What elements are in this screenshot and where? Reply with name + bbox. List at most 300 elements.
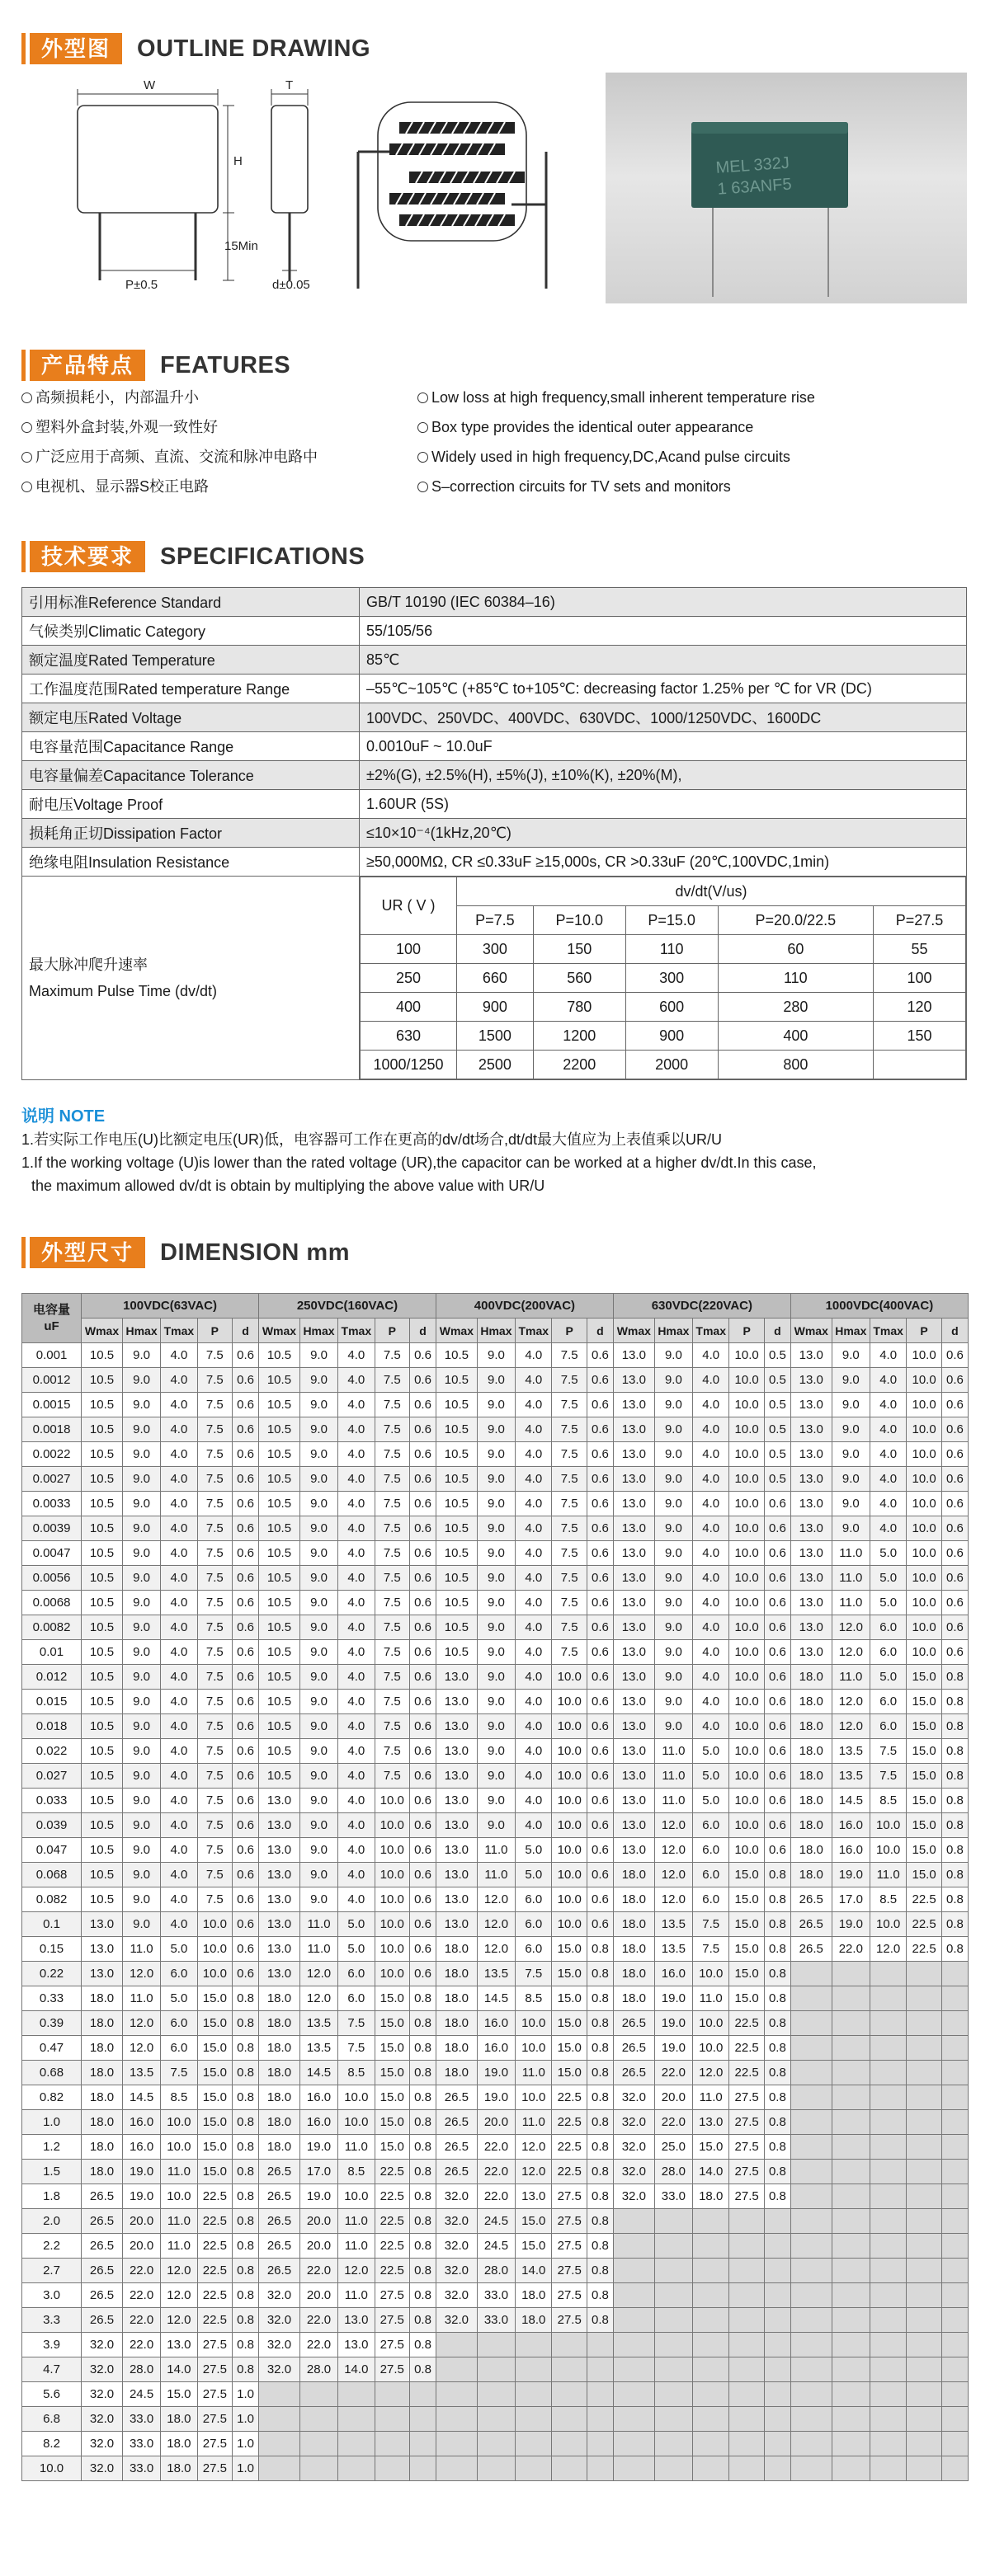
dimension-cell bbox=[375, 2432, 410, 2456]
dimension-cell: 8.5 bbox=[870, 1887, 906, 1912]
dimension-cell bbox=[907, 2259, 942, 2283]
dimension-cell: 22.5 bbox=[552, 2135, 587, 2160]
dimension-cell: 13.0 bbox=[613, 1541, 654, 1566]
dimension-cell: 18.0 bbox=[613, 1986, 654, 2011]
dimension-cell: 9.0 bbox=[299, 1343, 337, 1368]
dimension-cell: 11.0 bbox=[516, 2061, 552, 2085]
dimension-cell: 13.5 bbox=[299, 2011, 337, 2036]
capacitance-cell: 10.0 bbox=[22, 2456, 82, 2481]
dimension-cell: 10.5 bbox=[436, 1492, 477, 1516]
dimension-cell: 4.0 bbox=[161, 1714, 197, 1739]
dimension-cell bbox=[587, 2407, 613, 2432]
dimension-cell: 0.6 bbox=[941, 1541, 968, 1566]
dimension-cell: 13.0 bbox=[259, 1838, 300, 1863]
dimension-cell: 13.0 bbox=[613, 1789, 654, 1813]
dimension-cell: 4.0 bbox=[516, 1566, 552, 1591]
dimension-cell: 4.0 bbox=[161, 1764, 197, 1789]
dimension-cell: 0.6 bbox=[410, 1442, 436, 1467]
dimension-cell: 0.8 bbox=[233, 2011, 259, 2036]
dimension-cell: 11.0 bbox=[477, 1838, 515, 1863]
dimension-cell: 13.0 bbox=[613, 1417, 654, 1442]
dimension-cell: 18.0 bbox=[436, 1986, 477, 2011]
dimension-cell bbox=[870, 1962, 906, 1986]
dimension-cell: 0.6 bbox=[410, 1417, 436, 1442]
dimension-cell: 32.0 bbox=[613, 2160, 654, 2184]
dimension-cell: 10.5 bbox=[259, 1467, 300, 1492]
dimension-cell: 4.0 bbox=[338, 1764, 375, 1789]
dimension-cell: 13.5 bbox=[832, 1739, 870, 1764]
dimension-cell: 28.0 bbox=[477, 2259, 515, 2283]
dimension-cell: 19.0 bbox=[654, 1986, 692, 2011]
sub-col-header: P bbox=[907, 1319, 942, 1343]
dimension-cell: 10.0 bbox=[729, 1789, 765, 1813]
dimension-cell bbox=[552, 2456, 587, 2481]
dimension-cell bbox=[832, 2011, 870, 2036]
dimension-cell: 5.0 bbox=[161, 1937, 197, 1962]
dimension-cell: 13.0 bbox=[436, 1714, 477, 1739]
dimension-cell: 4.0 bbox=[516, 1343, 552, 1368]
dimension-cell: 0.6 bbox=[410, 1937, 436, 1962]
dimension-cell bbox=[410, 2382, 436, 2407]
pitch-header: P=27.5 bbox=[874, 906, 966, 935]
dimension-cell: 9.0 bbox=[654, 1442, 692, 1467]
dimension-cell bbox=[790, 2184, 832, 2209]
dimension-cell: 10.0 bbox=[729, 1417, 765, 1442]
dimension-cell: 10.5 bbox=[259, 1492, 300, 1516]
sub-col-header: Hmax bbox=[832, 1319, 870, 1343]
dimension-cell bbox=[907, 2234, 942, 2259]
dimension-cell: 10.0 bbox=[552, 1912, 587, 1937]
dimension-cell: 10.5 bbox=[436, 1417, 477, 1442]
dimension-cell: 7.5 bbox=[375, 1442, 410, 1467]
dimension-cell: 13.0 bbox=[613, 1640, 654, 1665]
feature-cn-1: 高频损耗小，内部温升小 bbox=[21, 389, 199, 406]
dimension-cell: 13.0 bbox=[790, 1640, 832, 1665]
dimension-cell: 0.8 bbox=[764, 2011, 790, 2036]
dimension-cell bbox=[693, 2259, 729, 2283]
dimension-cell: 10.0 bbox=[693, 2011, 729, 2036]
dimension-cell: 4.0 bbox=[516, 1640, 552, 1665]
dimension-cell: 9.0 bbox=[299, 1467, 337, 1492]
dimension-cell: 0.6 bbox=[587, 1467, 613, 1492]
dimension-cell: 15.0 bbox=[161, 2382, 197, 2407]
dimension-cell: 7.5 bbox=[375, 1764, 410, 1789]
dvdt-header: dv/dt(V/us) bbox=[457, 877, 966, 906]
dimension-cell bbox=[477, 2432, 515, 2456]
dimension-cell: 0.6 bbox=[587, 1764, 613, 1789]
dimension-cell bbox=[375, 2407, 410, 2432]
dimension-cell: 13.0 bbox=[259, 1912, 300, 1937]
dimension-cell bbox=[375, 2456, 410, 2481]
dimension-cell: 10.0 bbox=[870, 1912, 906, 1937]
dimension-cell: 10.0 bbox=[161, 2135, 197, 2160]
dimension-row bbox=[22, 2407, 969, 2432]
dimension-row bbox=[22, 2011, 969, 2036]
dimension-cell bbox=[790, 2209, 832, 2234]
dimension-cell: 4.0 bbox=[516, 1492, 552, 1516]
dimension-cell: 9.0 bbox=[122, 1442, 160, 1467]
dimension-cell: 10.0 bbox=[375, 1789, 410, 1813]
dimension-cell: 0.8 bbox=[410, 2110, 436, 2135]
dimension-cell: 0.8 bbox=[764, 1962, 790, 1986]
dimension-cell bbox=[832, 2234, 870, 2259]
dimension-cell: 17.0 bbox=[299, 2160, 337, 2184]
dimension-cell: 27.5 bbox=[197, 2432, 233, 2456]
dimension-cell: 18.0 bbox=[790, 1739, 832, 1764]
dimension-cell: 18.0 bbox=[613, 1937, 654, 1962]
dimension-cell: 19.0 bbox=[654, 2011, 692, 2036]
dimension-cell: 9.0 bbox=[654, 1566, 692, 1591]
dimension-cell: 0.6 bbox=[410, 1912, 436, 1937]
dimension-cell: 15.0 bbox=[907, 1863, 942, 1887]
dimension-cell: 13.0 bbox=[613, 1368, 654, 1393]
dimension-cell: 32.0 bbox=[82, 2407, 123, 2432]
dimension-cell: 18.0 bbox=[82, 2036, 123, 2061]
dimension-cell bbox=[870, 2382, 906, 2407]
dimension-cell: 0.6 bbox=[764, 1541, 790, 1566]
dimension-row bbox=[22, 2382, 969, 2407]
capacitance-cell: 0.082 bbox=[22, 1887, 82, 1912]
dimension-cell: 22.0 bbox=[654, 2061, 692, 2085]
outline-drawing-svg bbox=[21, 73, 599, 303]
dimension-cell: 12.0 bbox=[654, 1863, 692, 1887]
dimension-cell bbox=[907, 2184, 942, 2209]
dimension-cell: 32.0 bbox=[259, 2333, 300, 2357]
dimension-cell bbox=[516, 2456, 552, 2481]
sub-col-header: Tmax bbox=[693, 1319, 729, 1343]
dimension-cell bbox=[907, 1962, 942, 1986]
dimension-cell bbox=[613, 2407, 654, 2432]
dimension-cell: 0.6 bbox=[410, 1640, 436, 1665]
dimension-table bbox=[21, 1293, 969, 2481]
dimension-cell bbox=[516, 2407, 552, 2432]
dimension-cell: 6.0 bbox=[870, 1615, 906, 1640]
dimension-cell: 9.0 bbox=[299, 1492, 337, 1516]
dimension-cell bbox=[693, 2283, 729, 2308]
dimension-cell: 7.5 bbox=[197, 1492, 233, 1516]
dimension-cell: 4.0 bbox=[338, 1665, 375, 1690]
dimension-cell bbox=[832, 2456, 870, 2481]
dimension-cell: 4.0 bbox=[516, 1690, 552, 1714]
dimension-cell: 10.0 bbox=[197, 1962, 233, 1986]
dimension-cell: 12.0 bbox=[161, 2259, 197, 2283]
dimension-cell: 10.0 bbox=[729, 1516, 765, 1541]
dimension-cell bbox=[870, 2184, 906, 2209]
dimension-cell bbox=[410, 2432, 436, 2456]
dimension-cell: 7.5 bbox=[197, 1442, 233, 1467]
dimension-cell: 15.0 bbox=[516, 2209, 552, 2234]
dimension-cell: 18.0 bbox=[516, 2308, 552, 2333]
dimension-cell: 13.0 bbox=[613, 1393, 654, 1417]
dimension-cell: 10.0 bbox=[552, 1665, 587, 1690]
dimension-cell: 9.0 bbox=[477, 1516, 515, 1541]
dimension-cell: 4.0 bbox=[338, 1343, 375, 1368]
dimension-cell bbox=[790, 2061, 832, 2085]
dimension-cell bbox=[613, 2283, 654, 2308]
dimension-cell: 9.0 bbox=[654, 1690, 692, 1714]
dimension-cell bbox=[338, 2407, 375, 2432]
dimension-cell: 26.5 bbox=[613, 2036, 654, 2061]
dimension-cell bbox=[941, 2357, 968, 2382]
dimension-cell: 0.6 bbox=[587, 1690, 613, 1714]
dimension-cell: 0.6 bbox=[764, 1492, 790, 1516]
dimension-cell: 12.0 bbox=[299, 1986, 337, 2011]
dimension-cell: 15.0 bbox=[375, 2036, 410, 2061]
dimension-cell: 9.0 bbox=[832, 1417, 870, 1442]
spec-label: 电容量偏差Capacitance Tolerance bbox=[22, 761, 360, 790]
dimension-cell: 10.0 bbox=[907, 1640, 942, 1665]
dimension-cell: 10.0 bbox=[729, 1640, 765, 1665]
dimension-cell: 22.0 bbox=[299, 2259, 337, 2283]
dimension-cell: 13.0 bbox=[790, 1516, 832, 1541]
dimension-cell: 22.0 bbox=[122, 2308, 160, 2333]
dimension-cell: 26.5 bbox=[613, 2061, 654, 2085]
dimension-cell bbox=[941, 2259, 968, 2283]
dimension-cell: 11.0 bbox=[477, 1863, 515, 1887]
pulse-table bbox=[360, 877, 966, 1079]
dimension-cell: 32.0 bbox=[613, 2184, 654, 2209]
dimension-cell bbox=[941, 2283, 968, 2308]
dimension-cell: 18.0 bbox=[161, 2407, 197, 2432]
capacitance-cell: 0.39 bbox=[22, 2011, 82, 2036]
sub-col-header: Tmax bbox=[338, 1319, 375, 1343]
dimension-cell bbox=[941, 2110, 968, 2135]
dimension-cell: 0.8 bbox=[941, 1838, 968, 1863]
dimension-cell: 7.5 bbox=[197, 1863, 233, 1887]
pulse-label-cn: 最大脉冲爬升速率 bbox=[29, 957, 148, 973]
dimension-cell: 4.0 bbox=[338, 1492, 375, 1516]
dimension-cell: 18.0 bbox=[790, 1665, 832, 1690]
section-title-cn: 产品特点 bbox=[30, 350, 145, 381]
dimension-cell: 12.0 bbox=[122, 2011, 160, 2036]
dimension-cell: 16.0 bbox=[832, 1813, 870, 1838]
dimension-cell: 7.5 bbox=[197, 1393, 233, 1417]
dimension-cell bbox=[790, 2234, 832, 2259]
capacitance-cell: 0.0039 bbox=[22, 1516, 82, 1541]
dimension-cell: 18.0 bbox=[790, 1838, 832, 1863]
dimension-cell: 14.0 bbox=[161, 2357, 197, 2382]
sub-col-header: Wmax bbox=[82, 1319, 123, 1343]
dimension-cell: 9.0 bbox=[122, 1714, 160, 1739]
dimension-cell: 0.6 bbox=[233, 1714, 259, 1739]
dimension-cell: 0.6 bbox=[764, 1690, 790, 1714]
dimension-cell bbox=[907, 2011, 942, 2036]
dimension-row bbox=[22, 1838, 969, 1863]
dimension-cell: 10.0 bbox=[552, 1813, 587, 1838]
dimension-cell: 26.5 bbox=[82, 2234, 123, 2259]
dimension-cell: 0.6 bbox=[233, 1739, 259, 1764]
dimension-cell: 15.0 bbox=[552, 2036, 587, 2061]
dimension-cell: 9.0 bbox=[299, 1789, 337, 1813]
dimension-cell: 13.0 bbox=[790, 1615, 832, 1640]
dimension-cell: 32.0 bbox=[613, 2135, 654, 2160]
dimension-cell: 13.0 bbox=[436, 1665, 477, 1690]
capacitance-cell: 1.2 bbox=[22, 2135, 82, 2160]
pitch-label: P±0.5 bbox=[125, 278, 158, 292]
dimension-cell: 4.0 bbox=[161, 1690, 197, 1714]
dimension-cell: 0.8 bbox=[764, 1863, 790, 1887]
dimension-cell: 0.6 bbox=[587, 1343, 613, 1368]
dimension-cell: 10.0 bbox=[729, 1393, 765, 1417]
dimension-cell: 0.6 bbox=[233, 1665, 259, 1690]
dimension-cell: 7.5 bbox=[197, 1541, 233, 1566]
spec-row-pulse bbox=[22, 877, 967, 1080]
dimension-cell bbox=[870, 2209, 906, 2234]
dimension-cell: 0.6 bbox=[587, 1516, 613, 1541]
dimension-cell: 15.0 bbox=[729, 1887, 765, 1912]
dimension-cell: 4.0 bbox=[161, 1343, 197, 1368]
dimension-cell: 26.5 bbox=[259, 2209, 300, 2234]
dimension-cell bbox=[613, 2382, 654, 2407]
dimension-cell: 7.5 bbox=[197, 1838, 233, 1863]
dimension-cell: 5.0 bbox=[161, 1986, 197, 2011]
dimension-cell bbox=[832, 1986, 870, 2011]
dimension-cell: 6.0 bbox=[338, 1962, 375, 1986]
feature-cn-4: 电视机、显示器S校正电路 bbox=[21, 478, 209, 495]
dimension-cell: 10.5 bbox=[259, 1541, 300, 1566]
dimension-cell bbox=[941, 2234, 968, 2259]
dimension-cell: 9.0 bbox=[654, 1368, 692, 1393]
dimension-cell: 33.0 bbox=[477, 2283, 515, 2308]
dimension-cell: 18.0 bbox=[259, 1986, 300, 2011]
dimension-cell: 11.0 bbox=[832, 1566, 870, 1591]
dimension-cell: 10.5 bbox=[82, 1541, 123, 1566]
dimension-cell: 26.5 bbox=[259, 2184, 300, 2209]
dimension-cell: 9.0 bbox=[832, 1343, 870, 1368]
spec-value: 85℃ bbox=[360, 646, 967, 675]
dimension-cell: 0.8 bbox=[233, 2061, 259, 2085]
dimension-cell: 15.0 bbox=[375, 2135, 410, 2160]
dimension-cell: 28.0 bbox=[122, 2357, 160, 2382]
dimension-cell: 1.0 bbox=[233, 2456, 259, 2481]
dimension-row bbox=[22, 1739, 969, 1764]
dimension-cell: 4.0 bbox=[338, 1368, 375, 1393]
dimension-cell: 4.0 bbox=[870, 1393, 906, 1417]
dimension-cell bbox=[436, 2432, 477, 2456]
dimension-cell bbox=[654, 2432, 692, 2456]
dimension-cell bbox=[870, 2061, 906, 2085]
dimension-cell bbox=[790, 2333, 832, 2357]
dimension-cell bbox=[613, 2234, 654, 2259]
dimension-cell bbox=[729, 2456, 765, 2481]
dimension-cell: 7.5 bbox=[197, 1615, 233, 1640]
dimension-cell: 4.0 bbox=[516, 1467, 552, 1492]
dimension-cell: 9.0 bbox=[477, 1442, 515, 1467]
dimension-cell: 9.0 bbox=[654, 1492, 692, 1516]
dimension-cell bbox=[516, 2432, 552, 2456]
dimension-cell: 32.0 bbox=[82, 2456, 123, 2481]
spec-label: 绝缘电阻Insulation Resistance bbox=[22, 848, 360, 877]
dimension-cell: 0.6 bbox=[233, 1789, 259, 1813]
dimension-cell: 0.8 bbox=[941, 1863, 968, 1887]
dimension-cell: 9.0 bbox=[299, 1442, 337, 1467]
dimension-cell: 0.6 bbox=[410, 1492, 436, 1516]
dimension-cell: 24.5 bbox=[122, 2382, 160, 2407]
dimension-cell: 0.6 bbox=[410, 1962, 436, 1986]
dimension-cell: 0.6 bbox=[233, 1912, 259, 1937]
dimension-cell: 22.5 bbox=[375, 2234, 410, 2259]
dimension-row bbox=[22, 2135, 969, 2160]
dimension-cell: 0.8 bbox=[410, 2333, 436, 2357]
w-label: W bbox=[144, 78, 156, 92]
capacitance-cell: 0.033 bbox=[22, 1789, 82, 1813]
dimension-row bbox=[22, 2456, 969, 2481]
dimension-cell: 27.5 bbox=[375, 2308, 410, 2333]
dimension-cell: 24.5 bbox=[477, 2234, 515, 2259]
capacitance-cell: 3.0 bbox=[22, 2283, 82, 2308]
dimension-cell: 5.0 bbox=[516, 1838, 552, 1863]
dimension-cell: 7.5 bbox=[375, 1591, 410, 1615]
dimension-cell: 10.0 bbox=[729, 1467, 765, 1492]
dimension-cell: 7.5 bbox=[197, 1566, 233, 1591]
dimension-cell: 0.6 bbox=[764, 1665, 790, 1690]
dimension-cell: 0.6 bbox=[587, 1665, 613, 1690]
dimension-cell: 4.0 bbox=[338, 1838, 375, 1863]
dimension-cell: 9.0 bbox=[477, 1640, 515, 1665]
dimension-cell bbox=[907, 2160, 942, 2184]
dimension-cell: 4.0 bbox=[516, 1739, 552, 1764]
dimension-cell: 15.0 bbox=[375, 2085, 410, 2110]
dimension-cell: 0.6 bbox=[233, 1368, 259, 1393]
dimension-cell: 5.0 bbox=[693, 1739, 729, 1764]
dimension-cell: 20.0 bbox=[477, 2110, 515, 2135]
dimension-cell: 10.0 bbox=[161, 2110, 197, 2135]
dimension-cell: 9.0 bbox=[122, 1789, 160, 1813]
dimension-cell: 10.0 bbox=[907, 1368, 942, 1393]
dimension-cell: 4.0 bbox=[161, 1492, 197, 1516]
dimension-cell bbox=[790, 2135, 832, 2160]
sub-col-header: Wmax bbox=[790, 1319, 832, 1343]
dimension-cell: 20.0 bbox=[299, 2234, 337, 2259]
dimension-cell bbox=[941, 2209, 968, 2234]
dimension-cell: 0.6 bbox=[764, 1813, 790, 1838]
sub-col-header: d bbox=[941, 1319, 968, 1343]
dimension-cell: 26.5 bbox=[790, 1887, 832, 1912]
dimension-cell bbox=[552, 2407, 587, 2432]
dimension-cell: 0.8 bbox=[233, 2333, 259, 2357]
dimension-cell bbox=[832, 2333, 870, 2357]
dimension-cell bbox=[729, 2283, 765, 2308]
dimension-cell: 7.5 bbox=[552, 1393, 587, 1417]
dimension-cell: 18.0 bbox=[259, 2036, 300, 2061]
dimension-cell bbox=[907, 2036, 942, 2061]
dimension-cell: 16.0 bbox=[654, 1962, 692, 1986]
dimension-cell: 10.0 bbox=[729, 1591, 765, 1615]
dimension-cell: 0.8 bbox=[587, 2085, 613, 2110]
dimension-cell: 6.0 bbox=[693, 1838, 729, 1863]
dimension-cell: 18.0 bbox=[436, 2011, 477, 2036]
dimension-cell: 9.0 bbox=[654, 1467, 692, 1492]
dimension-cell: 9.0 bbox=[477, 1541, 515, 1566]
dimension-cell: 13.5 bbox=[299, 2036, 337, 2061]
dimension-cell: 0.6 bbox=[587, 1417, 613, 1442]
dimension-cell: 0.6 bbox=[233, 1343, 259, 1368]
dimension-cell bbox=[654, 2382, 692, 2407]
dimension-cell bbox=[790, 2407, 832, 2432]
dimension-cell: 9.0 bbox=[299, 1887, 337, 1912]
dimension-cell: 0.6 bbox=[410, 1838, 436, 1863]
dimension-cell: 9.0 bbox=[832, 1393, 870, 1417]
dimension-cell: 4.0 bbox=[693, 1516, 729, 1541]
dimension-cell: 11.0 bbox=[338, 2209, 375, 2234]
dimension-cell: 0.6 bbox=[587, 1541, 613, 1566]
dimension-cell: 22.0 bbox=[477, 2160, 515, 2184]
dimension-row bbox=[22, 2283, 969, 2308]
dimension-cell: 11.0 bbox=[338, 2135, 375, 2160]
capacitance-cell: 4.7 bbox=[22, 2357, 82, 2382]
dimension-cell: 32.0 bbox=[613, 2110, 654, 2135]
dimension-cell: 0.5 bbox=[764, 1417, 790, 1442]
